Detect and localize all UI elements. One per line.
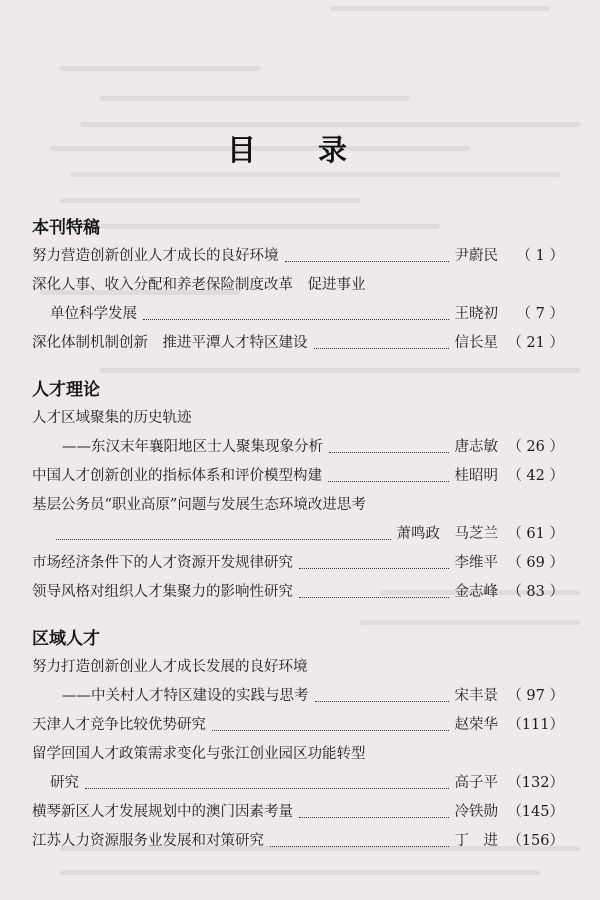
entry-author: 萧鸣政 马芝兰 [396, 526, 498, 542]
entry-page-number: （145） [507, 804, 564, 820]
entry-title: 努力营造创新创业人才成长的良好环境 [32, 248, 279, 264]
entry-title: 基层公务员“职业高原”问题与发展生态环境改进思考 [32, 497, 366, 513]
dot-leader [270, 846, 449, 847]
entry-title: 横琴新区人才发展规划中的澳门因素考量 [32, 804, 293, 820]
entry-author: 王晓初 [454, 306, 498, 322]
entry-author: 宋丰景 [454, 688, 498, 704]
entry-author: 桂昭明 [454, 468, 498, 484]
dot-leader [285, 261, 449, 262]
entry-page-number: （156） [507, 833, 564, 849]
toc-entry[interactable] [32, 798, 564, 827]
entry-page-number: （132） [507, 775, 564, 791]
entry-page-number: （ 61 ） [507, 526, 564, 542]
entry-subtitle: ——中关村人才特区建设的实践与思考 [62, 688, 309, 704]
toc-entry[interactable] [32, 740, 564, 769]
entry-title: 单位科学发展 [50, 306, 137, 322]
entry-title: 领导风格对组织人才集聚力的影响性研究 [32, 584, 293, 600]
section-heading: 人才理论 [32, 380, 100, 400]
toc-entry[interactable] [32, 462, 564, 491]
entry-author: 冷铁勋 [454, 804, 498, 820]
entry-title: 留学回国人才政策需求变化与张江创业园区功能转型 [32, 746, 366, 762]
dot-leader [314, 348, 449, 349]
entry-title: 天津人才竞争比较优势研究 [32, 717, 206, 733]
dot-leader [328, 481, 449, 482]
entry-title: 中国人才创新创业的指标体系和评价模型构建 [32, 468, 322, 484]
entry-author: 尹蔚民 [454, 248, 498, 264]
entry-author: 金志峰 [454, 584, 498, 600]
entry-page-number: （ 1 ） [516, 248, 564, 264]
dot-leader [85, 788, 449, 789]
entry-page-number: （111） [507, 717, 564, 733]
toc-entry[interactable] [32, 682, 564, 711]
dot-leader [56, 539, 391, 540]
toc-entry[interactable] [32, 578, 564, 607]
toc-entry[interactable] [32, 491, 564, 520]
entry-title: 研究 [50, 775, 79, 791]
entry-title: 深化体制机制创新 推进平潭人才特区建设 [32, 335, 308, 351]
dot-leader [143, 319, 449, 320]
section-heading: 区域人才 [32, 629, 100, 649]
entry-title: 市场经济条件下的人才资源开发规律研究 [32, 555, 293, 571]
entry-page-number: （ 42 ） [507, 468, 564, 484]
entry-page-number: （ 21 ） [507, 335, 564, 351]
page-title: 目 录 [226, 133, 374, 167]
toc-entry[interactable] [32, 329, 564, 358]
entry-author: 高子平 [454, 775, 498, 791]
toc-entry[interactable] [32, 271, 564, 300]
toc-entry[interactable] [32, 711, 564, 740]
table-of-contents [32, 214, 564, 856]
entry-page-number: （ 83 ） [507, 584, 564, 600]
entry-author: 丁 进 [454, 833, 498, 849]
entry-page-number: （ 97 ） [507, 688, 564, 704]
section-heading: 本刊特稿 [32, 218, 100, 238]
entry-page-number: （ 69 ） [507, 555, 564, 571]
entry-author: 赵荣华 [454, 717, 498, 733]
entry-subtitle: ——东汉末年襄阳地区士人聚集现象分析 [62, 439, 323, 455]
entry-title: 深化人事、收入分配和养老保险制度改革 促进事业 [32, 277, 366, 293]
toc-entry[interactable] [32, 404, 564, 433]
dot-leader [299, 597, 449, 598]
entry-title: 江苏人力资源服务业发展和对策研究 [32, 833, 264, 849]
entry-author: 唐志敏 [454, 439, 498, 455]
toc-entry[interactable] [32, 520, 564, 549]
dot-leader [299, 817, 449, 818]
toc-entry[interactable] [32, 242, 564, 271]
dot-leader [299, 568, 449, 569]
entry-author: 信长星 [454, 335, 498, 351]
toc-entry[interactable] [32, 827, 564, 856]
entry-title: 人才区域聚集的历史轨迹 [32, 410, 192, 426]
toc-entry[interactable] [32, 300, 564, 329]
entry-title: 努力打造创新创业人才成长发展的良好环境 [32, 659, 308, 675]
entry-author: 李维平 [454, 555, 498, 571]
dot-leader [315, 701, 449, 702]
toc-entry[interactable] [32, 653, 564, 682]
toc-entry[interactable] [32, 549, 564, 578]
entry-page-number: （ 26 ） [507, 439, 564, 455]
toc-entry[interactable] [32, 769, 564, 798]
dot-leader [329, 452, 449, 453]
toc-entry[interactable] [32, 433, 564, 462]
dot-leader [212, 730, 449, 731]
entry-page-number: （ 7 ） [516, 306, 564, 322]
